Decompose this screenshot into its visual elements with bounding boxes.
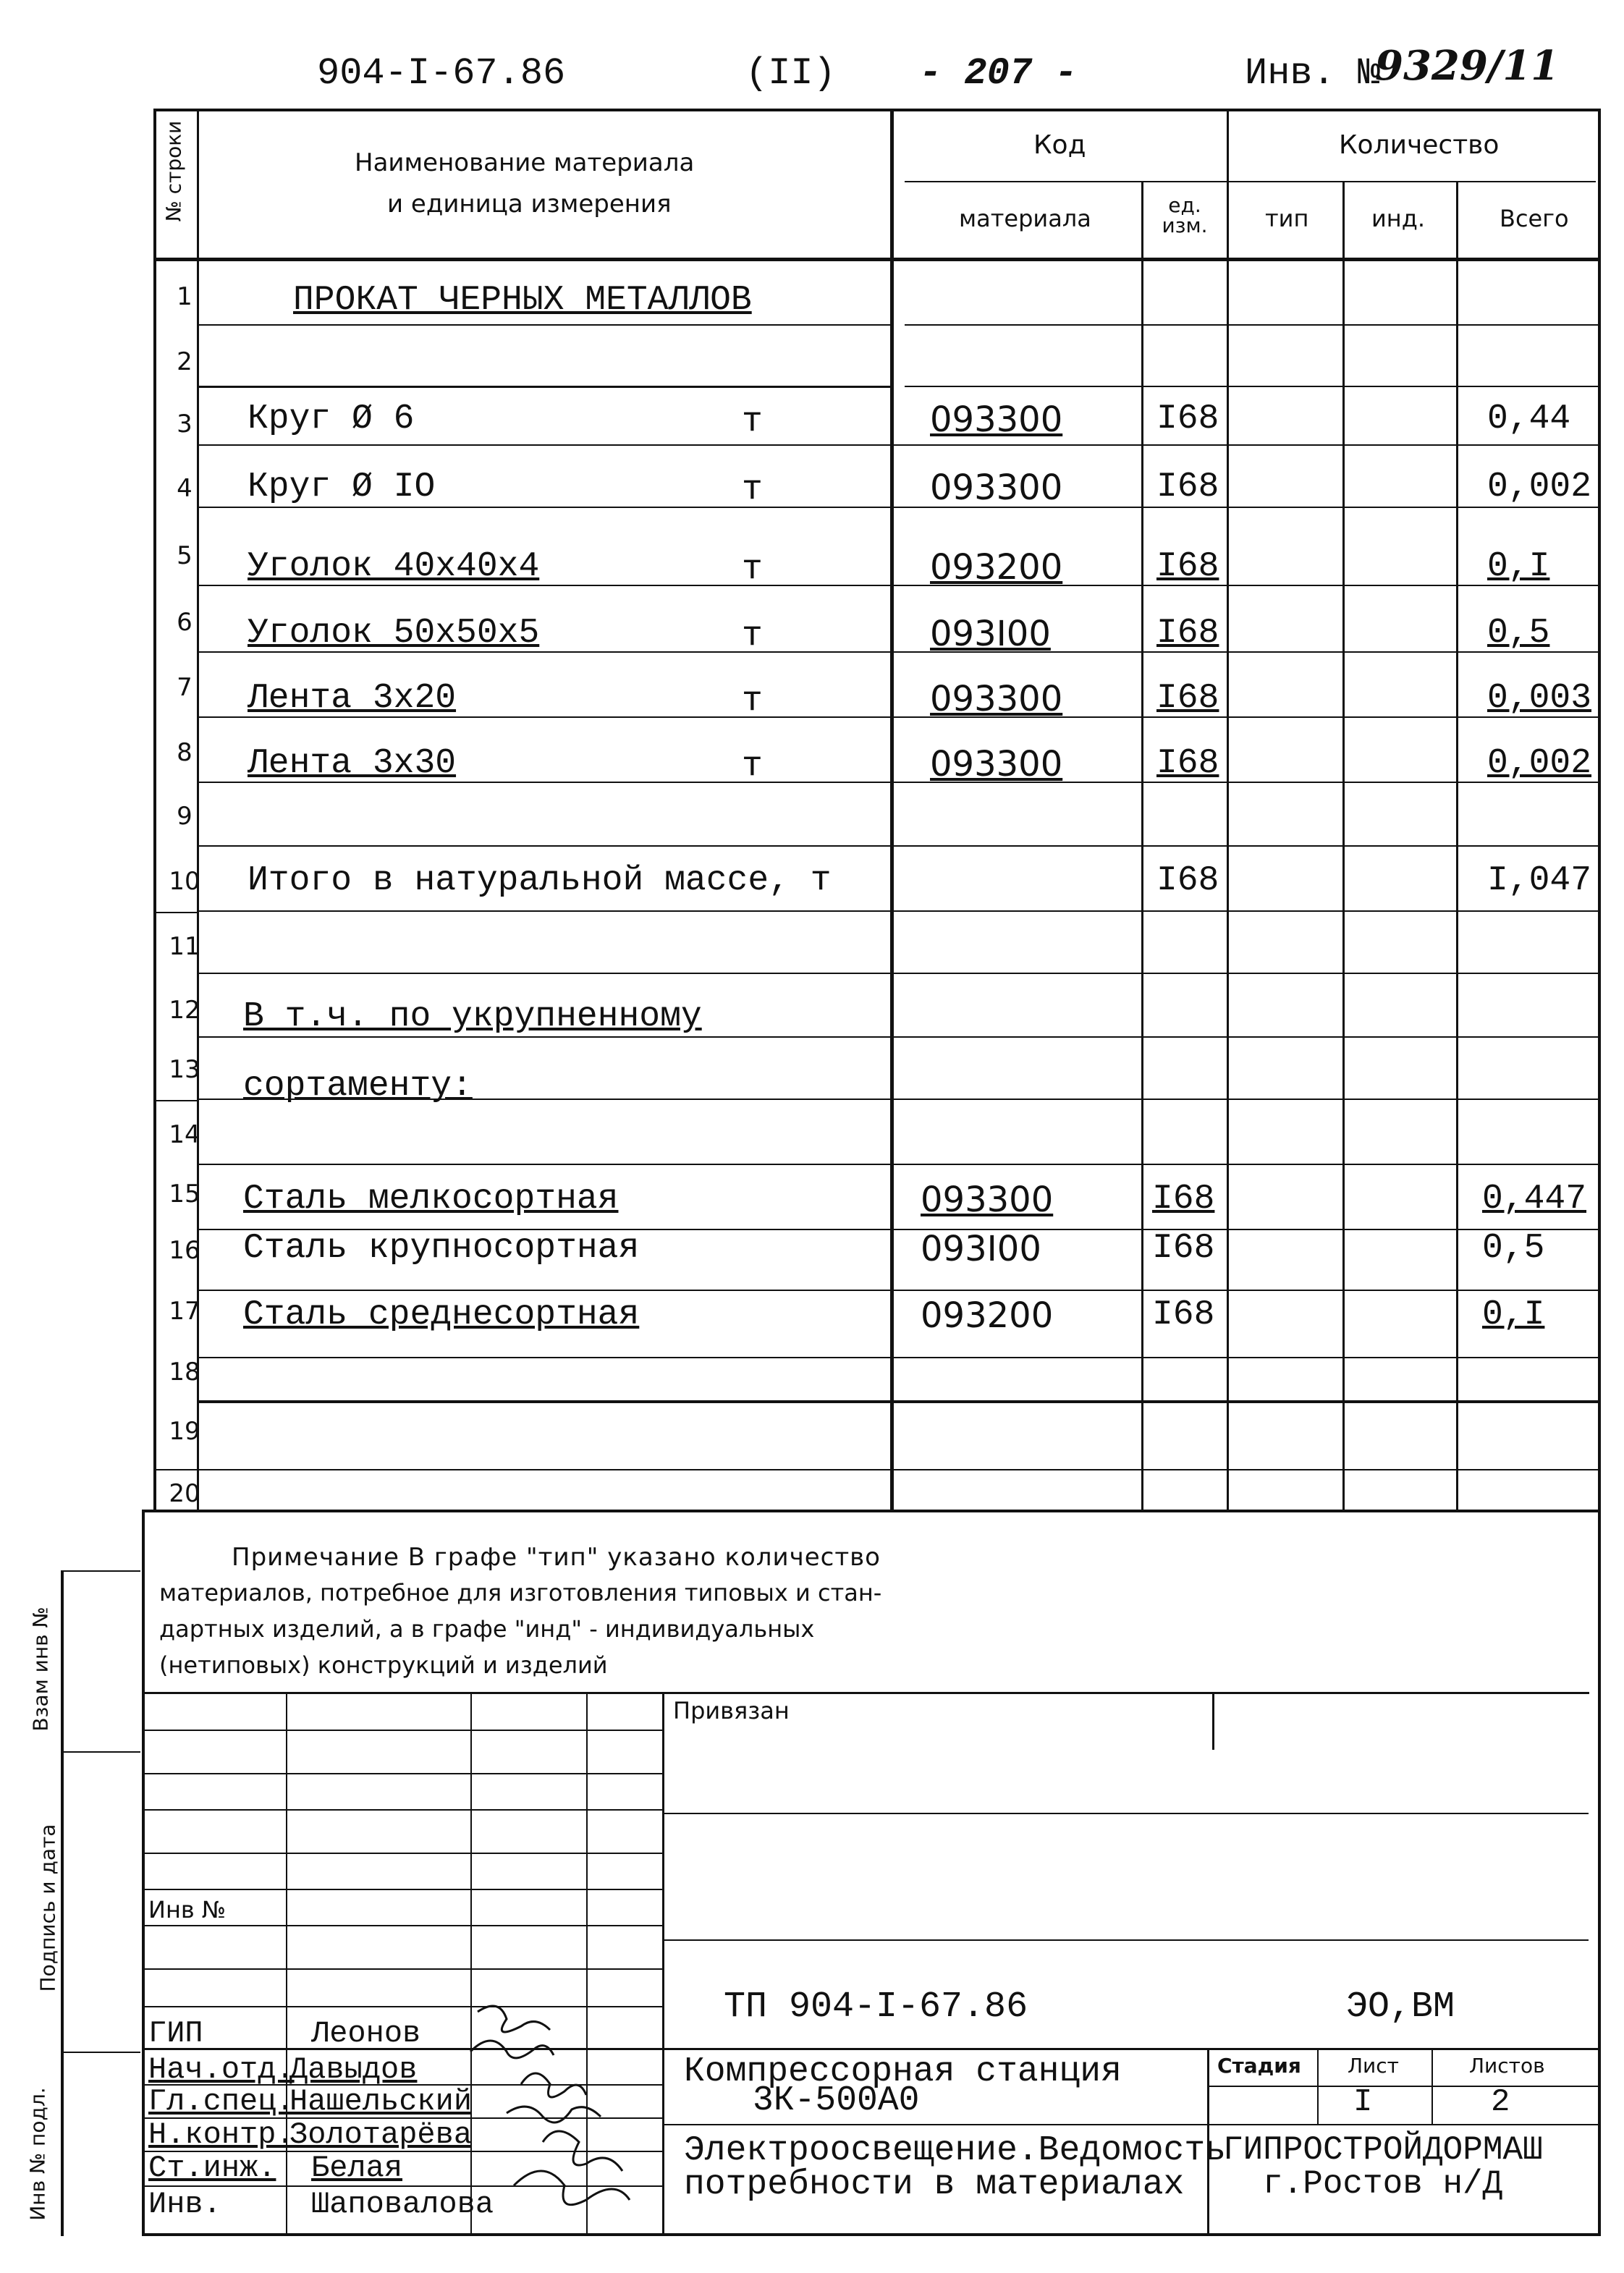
unit-header: ед. изм. bbox=[1162, 193, 1208, 237]
row-number: 6 bbox=[177, 608, 193, 637]
material-name: Круг Ø IO bbox=[248, 467, 436, 507]
row-number: 5 bbox=[177, 541, 193, 570]
row-number: 3 bbox=[177, 410, 193, 439]
material-code: 093300 bbox=[930, 679, 1063, 719]
unit-label: т bbox=[742, 550, 763, 589]
organization-city: г.Ростов н/Д bbox=[1263, 2165, 1503, 2203]
inventory-label: Инв. № bbox=[1245, 52, 1381, 95]
material-code: 093I00 bbox=[930, 614, 1051, 654]
part-number: (II) bbox=[745, 52, 836, 95]
role: Гл.спец. bbox=[148, 2084, 295, 2119]
unit-code: I68 bbox=[1156, 614, 1219, 653]
role: Нач.отд. bbox=[148, 2052, 295, 2087]
row-number: 1 bbox=[177, 282, 193, 311]
material-name: Круг Ø 6 bbox=[248, 399, 415, 439]
total-quantity: 0,44 bbox=[1487, 399, 1571, 439]
document-number: 904-I-67.86 bbox=[317, 52, 566, 95]
page-number: - 207 - bbox=[919, 52, 1078, 95]
total-quantity: 0,003 bbox=[1487, 679, 1592, 718]
title-line: Электроосвещение.Ведомость bbox=[684, 2131, 1226, 2170]
sheets-label: Листов bbox=[1469, 2054, 1545, 2078]
material-name: Лента 3x20 bbox=[248, 679, 457, 718]
qty-total-header: Всего bbox=[1500, 205, 1569, 232]
replacement-inventory-label: Взам инв № bbox=[28, 1607, 53, 1732]
name-header-line1: Наименование материала bbox=[355, 148, 695, 177]
unit-label: т bbox=[742, 402, 763, 441]
row-number: 2 bbox=[177, 347, 193, 376]
linked-label: Привязан bbox=[673, 1697, 790, 1724]
material-name: Сталь крупносортная bbox=[243, 1229, 640, 1268]
unit-code: I68 bbox=[1152, 1229, 1215, 1268]
person-name: Нашельский bbox=[289, 2084, 473, 2119]
unit-label: т bbox=[742, 682, 763, 721]
unit-code: I68 bbox=[1156, 679, 1219, 718]
material-name: В т.ч. по укрупненному bbox=[243, 997, 702, 1036]
note-line: Примечание В графе "тип" указано количество bbox=[232, 1543, 881, 1572]
total-quantity: 0,447 bbox=[1482, 1180, 1587, 1219]
row-number: 11 bbox=[169, 932, 200, 961]
material-code: 093I00 bbox=[921, 1229, 1041, 1269]
row-number: 20 bbox=[169, 1479, 200, 1508]
row-number: 7 bbox=[177, 673, 193, 702]
title-line: 3К-500А0 bbox=[753, 2081, 920, 2120]
material-name: Сталь мелкосортная bbox=[243, 1180, 619, 1219]
unit-code: I68 bbox=[1156, 399, 1219, 439]
row-number: 17 bbox=[169, 1297, 200, 1326]
person-name: Золотарёва bbox=[289, 2117, 473, 2152]
row-number: 8 bbox=[177, 738, 193, 767]
material-name: Сталь среднесортная bbox=[243, 1295, 640, 1334]
unit-label: т bbox=[742, 470, 763, 509]
sheets-value: 2 bbox=[1491, 2084, 1510, 2120]
title-line: Компрессорная станция bbox=[684, 2052, 1122, 2091]
unit-code: I68 bbox=[1156, 547, 1219, 586]
total-quantity: 0,I bbox=[1482, 1295, 1545, 1334]
person-name: Шаповалова bbox=[311, 2187, 494, 2222]
row-number-header: № строки bbox=[161, 120, 186, 222]
material-code: 093300 bbox=[930, 467, 1063, 508]
drawing-code: ЭО,ВМ bbox=[1346, 1986, 1455, 2028]
role: Инв. bbox=[148, 2187, 221, 2222]
material-name: сортаменту: bbox=[243, 1067, 473, 1106]
material-name: Уголок 40x40x4 bbox=[248, 547, 540, 586]
material-code: 093300 bbox=[930, 399, 1063, 440]
unit-code: I68 bbox=[1156, 744, 1219, 783]
total-quantity: 0,I bbox=[1487, 547, 1550, 586]
signatures-image bbox=[463, 1997, 680, 2229]
total-quantity: 0,002 bbox=[1487, 744, 1592, 783]
code-header: Код bbox=[1033, 130, 1086, 160]
organization-name: ГИПРОСТРОЙДОРМАШ bbox=[1223, 2131, 1543, 2169]
stage-label: Стадия bbox=[1217, 2054, 1301, 2078]
role: Ст.инж. bbox=[148, 2151, 276, 2185]
material-code: 093300 bbox=[930, 744, 1063, 784]
person-name: Давыдов bbox=[289, 2052, 418, 2087]
unit-code: I68 bbox=[1156, 861, 1219, 900]
row-number: 4 bbox=[177, 474, 193, 503]
row-number: 14 bbox=[169, 1120, 200, 1149]
qty-ind-header: инд. bbox=[1371, 205, 1426, 232]
title-line: потребности в материалах bbox=[684, 2165, 1185, 2204]
row-number: 10 bbox=[169, 867, 200, 896]
sheet-label: Лист bbox=[1348, 2054, 1399, 2078]
person-name: Леонов bbox=[311, 2016, 421, 2051]
inventory-no-label: Инв № bbox=[148, 1896, 227, 1923]
row-number: 9 bbox=[177, 802, 193, 831]
row-number: 19 bbox=[169, 1417, 200, 1446]
role: Н.контр. bbox=[148, 2117, 295, 2152]
material-code: 093200 bbox=[930, 547, 1063, 588]
name-header-line2: и единица измерения bbox=[387, 190, 672, 219]
signature-date-label: Подпись и дата bbox=[35, 1824, 60, 1992]
code-material-header: материала bbox=[959, 205, 1091, 232]
note-line: (нетиповых) конструкций и изделий bbox=[159, 1651, 608, 1679]
total-quantity: 0,5 bbox=[1487, 614, 1550, 653]
sheet-value: I bbox=[1353, 2084, 1373, 2120]
row-number: 16 bbox=[169, 1236, 200, 1265]
total-quantity: I,047 bbox=[1487, 861, 1592, 900]
unit-code: I68 bbox=[1152, 1295, 1215, 1334]
unit-label: т bbox=[742, 617, 763, 656]
total-quantity: 0,002 bbox=[1487, 467, 1592, 507]
inventory-number: 9329/11 bbox=[1375, 42, 1560, 90]
material-code: 093200 bbox=[921, 1295, 1054, 1336]
row-number: 13 bbox=[169, 1055, 200, 1084]
material-name: Уголок 50x50x5 bbox=[248, 614, 540, 653]
project-code: ТП 904-I-67.86 bbox=[724, 1986, 1028, 2028]
qty-type-header: тип bbox=[1265, 205, 1309, 232]
unit-label: т bbox=[742, 747, 763, 786]
material-name: Лента 3x30 bbox=[248, 744, 457, 783]
row-number: 12 bbox=[169, 996, 200, 1025]
material-code: 093300 bbox=[921, 1180, 1054, 1220]
note-line: дартных изделий, а в графе "инд" - индивидуальных bbox=[159, 1615, 815, 1643]
material-name: Итого в натуральной массе, т bbox=[248, 861, 832, 900]
unit-code: I68 bbox=[1152, 1180, 1215, 1219]
note-line: материалов, потребное для изготовления типовых и стан- bbox=[159, 1579, 882, 1607]
row-number: 18 bbox=[169, 1358, 200, 1387]
row-number: 15 bbox=[169, 1180, 200, 1209]
total-quantity: 0,5 bbox=[1482, 1229, 1545, 1268]
role: ГИП bbox=[148, 2016, 203, 2051]
unit-code: I68 bbox=[1156, 467, 1219, 507]
original-inventory-label: Инв № подл. bbox=[25, 2087, 50, 2221]
quantity-header: Количество bbox=[1339, 130, 1500, 160]
material-name: ПРОКАТ ЧЕРНЫХ МЕТАЛЛОВ bbox=[293, 281, 752, 320]
person-name: Белая bbox=[311, 2151, 403, 2185]
